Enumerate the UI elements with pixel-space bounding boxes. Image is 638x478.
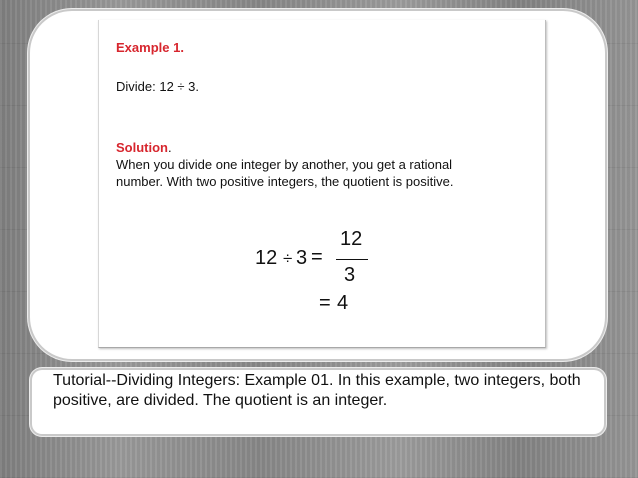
fraction-numerator: 12 <box>340 228 363 250</box>
solution-heading-label: Solution <box>116 140 168 155</box>
problem-statement: Divide: 12 ÷ 3. <box>116 79 200 94</box>
fraction-bar <box>336 259 368 260</box>
solution-heading <box>116 140 172 155</box>
math-result-equals-sign: = <box>319 292 331 314</box>
math-divide-symbol: ÷ <box>283 249 293 268</box>
example-title: Example 1. <box>116 40 184 55</box>
math-result: 4 <box>337 292 349 314</box>
caption-text: Tutorial--Dividing Integers: Example 01. In this example, two integers, both positive, are divided. The quotient is an integer. <box>53 372 581 409</box>
solution-heading-period: . <box>168 140 172 155</box>
fraction-denominator: 3 <box>344 264 356 286</box>
math-equals-sign: = <box>311 246 323 268</box>
math-divisor: 3 <box>296 247 308 269</box>
solution-explanation: When you divide one integer by another, you get a rational number. With two positive integers, the quotient is positive. <box>116 157 454 189</box>
math-dividend: 12 <box>255 247 278 269</box>
